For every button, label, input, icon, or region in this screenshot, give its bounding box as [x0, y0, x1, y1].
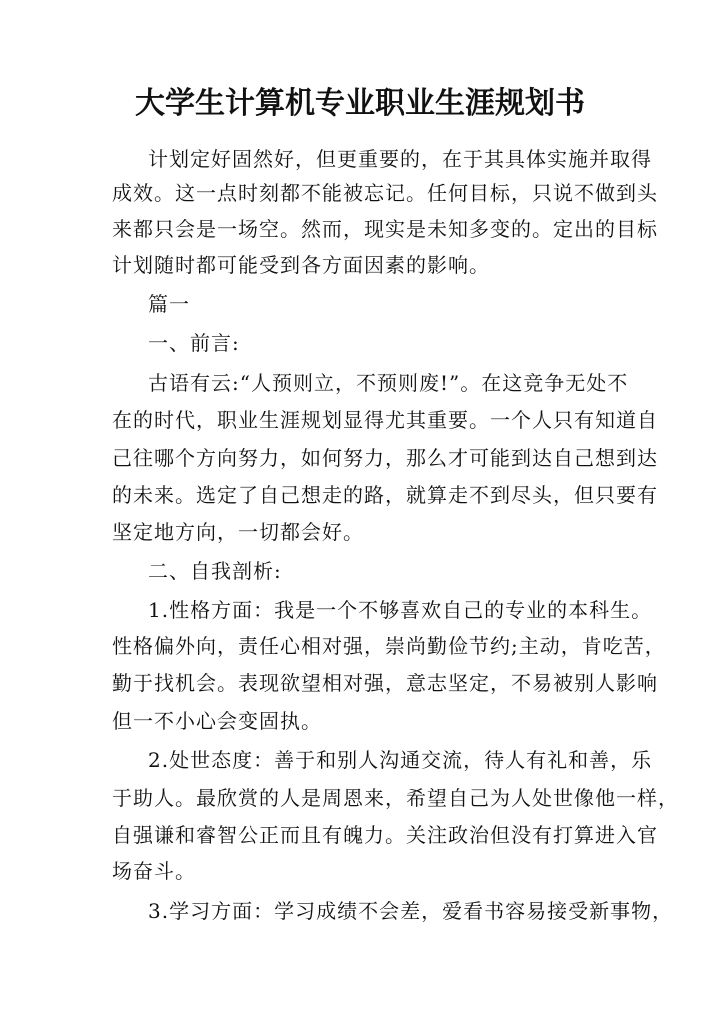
paragraph-line: 2.处世态度：善于和别人沟通交流，待人有礼和善，乐 [148, 748, 653, 772]
paragraph-line: 性格偏外向，责任心相对强，崇尚勤俭节约;主动，肯吃苦， [112, 634, 666, 658]
paragraph-line: 计划随时都可能受到各方面因素的影响。 [112, 253, 490, 277]
section-heading: 篇一 [148, 292, 190, 316]
paragraph-line: 的未来。选定了自己想走的路，就算走不到尽头，但只要有 [112, 483, 658, 507]
paragraph-line: 但一不小心会变固执。 [112, 709, 322, 733]
paragraph-line: 己往哪个方向努力，如何努力，那么才可能到达自己想到达 [112, 446, 658, 470]
paragraph-line: 1.性格方面：我是一个不够喜欢自己的专业的本科生。 [148, 598, 653, 622]
paragraph-line: 成效。这一点时刻都不能被忘记。任何目标，只说不做到头 [112, 181, 658, 205]
paragraph-line: 勤于找机会。表现欲望相对强，意志坚定，不易被别人影响 [112, 671, 658, 695]
paragraph-line: 场奋斗。 [112, 859, 196, 883]
paragraph-line: 在的时代，职业生涯规划显得尤其重要。一个人只有知道自 [112, 408, 658, 432]
paragraph-line: 自强谦和睿智公正而且有魄力。关注政治但没有打算进入官 [112, 823, 658, 847]
paragraph-line: 古语有云:“人预则立，不预则废!”。在这竞争无处不 [148, 371, 629, 395]
document-title: 大学生计算机专业职业生涯规划书 [135, 86, 585, 121]
paragraph-line: 3.学习方面：学习成绩不会差，爱看书容易接受新事物， [148, 899, 674, 923]
section-heading: 二、自我剖析: [148, 559, 282, 583]
paragraph-line: 计划定好固然好，但更重要的，在于其具体实施并取得 [148, 147, 652, 171]
paragraph-line: 坚定地方向，一切都会好。 [112, 520, 364, 544]
paragraph-line: 于助人。最欣赏的人是周恩来，希望自己为人处世像他一样， [112, 786, 679, 810]
paragraph-line: 来都只会是一场空。然而，现实是未知多变的。定出的目标 [112, 217, 658, 241]
section-heading: 一、前言: [148, 331, 240, 355]
